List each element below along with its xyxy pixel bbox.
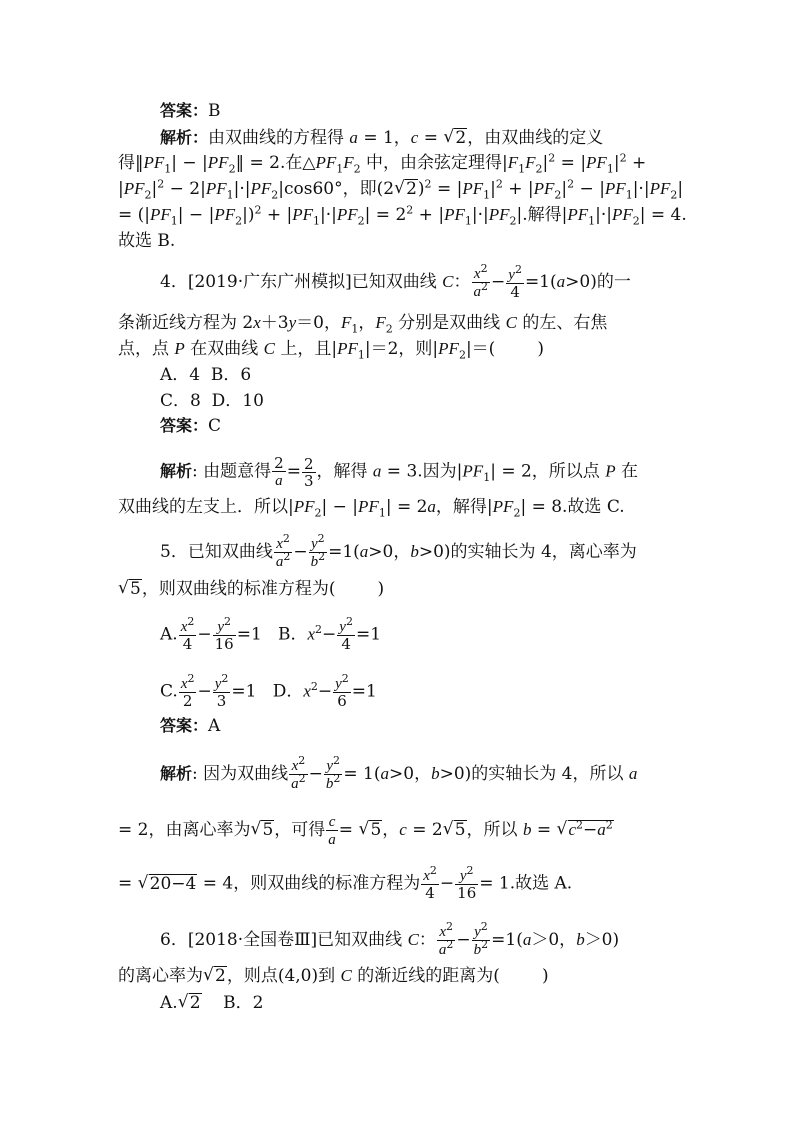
q5-answer xyxy=(160,715,720,737)
option-d: D．10 xyxy=(211,391,264,411)
q5-analysis-line3: = √ 20−4 = 4，则双曲线的标准方程为 $\frac{x^2}{4}$ − $\frac{y^2}{16}$ = 1.故选 A. xyxy=(118,867,678,901)
q4-stem-line3: 点，点 P 在双曲线 C 上，且$|PF_1|=2$，则$|PF_2|=$( ) xyxy=(118,339,544,362)
q5-analysis-line2: = 2，由离心率为√ 5，可得 $\frac{c}{a}$ = √ 5，c = 2√ 5，所以 b = √ $c^2-a^2$ xyxy=(118,813,678,848)
option-d: D． xyxy=(272,681,304,702)
answer-label: 答案： xyxy=(160,101,209,120)
question-source: [2019·广东广州模拟] xyxy=(187,272,352,292)
q3-answer xyxy=(160,100,720,122)
analysis-label: 解析 xyxy=(160,461,193,481)
q3-analysis-line1: 解析：由双曲线的方程得 a = 1，c = √ 2，由双曲线的定义 xyxy=(160,127,720,149)
option-b: B．6 xyxy=(210,365,252,385)
option-b: B．2 xyxy=(223,993,264,1013)
q4-options-row2 xyxy=(160,390,720,412)
q4-analysis-line2: 双曲线的左支上．所以$|PF_2| - |PF_1| = 2a$，解得$|PF_2| = 8$.故选 C. xyxy=(118,497,625,520)
question-number: 4． xyxy=(160,272,188,292)
question-number: 6． xyxy=(160,930,188,950)
option-a: A. xyxy=(160,993,178,1013)
answer-value: C xyxy=(208,416,222,436)
analysis-label: 解析： xyxy=(160,128,209,147)
q4-stem-line2: 条渐近线方程为 2x＋3y＝0，$F_1$，$F_2$ 分别是双曲线 C 的左、右焦 xyxy=(118,313,608,336)
q5-stem-line1: 5．已知双曲线 $\frac{x^2}{a^2}$ − $\frac{y^2}{b^2}$ =1(a>0，b>0)的实轴长为 4，离心率为 xyxy=(160,532,637,570)
q6-options-row1: A.√ 2 B．2 xyxy=(160,992,720,1014)
option-a: A．4 xyxy=(160,365,201,385)
option-b: B． xyxy=(277,624,308,645)
question-source: [2018·全国卷Ⅲ] xyxy=(187,930,318,950)
q4-analysis-line1: 解析: 由题意得 $\frac{2}{a}$ = $\frac{2}{3}$ ，解得 a = 3.因为$|PF_1| = 2$，所以点 P 在 xyxy=(160,454,638,490)
q6-stem-line1: 6．[2018·全国卷Ⅲ]已知双曲线 C： $\frac{x^2}{a^2}$ − $\frac{y^2}{b^2}$ =1(a＞0，b＞0) xyxy=(160,920,620,958)
answer-label: 答案： xyxy=(160,716,209,735)
option-c: C．8 xyxy=(160,391,201,411)
q3-analysis-line3: $|PF_2|^2 - 2|PF_1|\cdot|PF_2|\cos 60^\circ$，即(2√ $2)^2 = |PF_1|^2 + |PF_2|^2 - |PF_1|\cdot|PF_2|$ xyxy=(118,178,678,200)
q3-analysis-line2: 得$‖PF_1|$ − $|PF_2‖ = 2$.在$\triangle PF_1F_2$ 中，由余弦定理得$|F_1F_2|^2 = |PF_1|^2$ + xyxy=(118,151,647,176)
q4-answer xyxy=(160,415,720,437)
q4-stem-line1: 4．[2019·广东广州模拟]已知双曲线 C： $\frac{x^2}{a^2}$ − $\frac{y^2}{4}$ =1(a>0)的一 xyxy=(160,262,631,301)
q3-analysis-line5: 故选 B. xyxy=(118,231,176,251)
q6-stem-line2: 的离心率为√ 2，则点(4,0)到 C 的渐近线的距离为( ) xyxy=(118,965,678,987)
answer-value: A xyxy=(208,716,221,736)
option-c: C. xyxy=(160,681,178,702)
q5-options-row2: C. $\frac{x^2}{2}$ − $\frac{y^2}{3}$ =1 D．$x^2-$ $\frac{y^2}{6}$ =1 xyxy=(160,672,377,710)
answer-value: B xyxy=(208,101,221,121)
q4-options-row1 xyxy=(160,364,720,386)
q5-analysis-line1: 解析: 因为双曲线 $\frac{x^2}{a^2}$ − $\frac{y^2}{b^2}$ = 1(a>0，b>0)的实轴长为 4，所以 a xyxy=(160,754,638,792)
analysis-label: 解析 xyxy=(160,764,193,783)
answer-label: 答案： xyxy=(160,416,209,435)
option-a: A. xyxy=(160,624,178,645)
question-number: 5． xyxy=(160,542,188,562)
q5-options-row1: A. $\frac{x^2}{4}$ − $\frac{y^2}{16}$ =1 B．$x^2-$ $\frac{y^2}{4}$ =1 xyxy=(160,615,382,653)
q3-analysis-line4: = $(|PF_1| - |PF_2|)^2 + |PF_1|\cdot|PF_2| = 2^2 + |PF_1|\cdot|PF_2|$.解得$|PF_1|\cdot|PF_2| = 4$. xyxy=(118,203,687,228)
q5-stem-line2: √ 5，则双曲线的标准方程为( ) xyxy=(118,578,678,600)
